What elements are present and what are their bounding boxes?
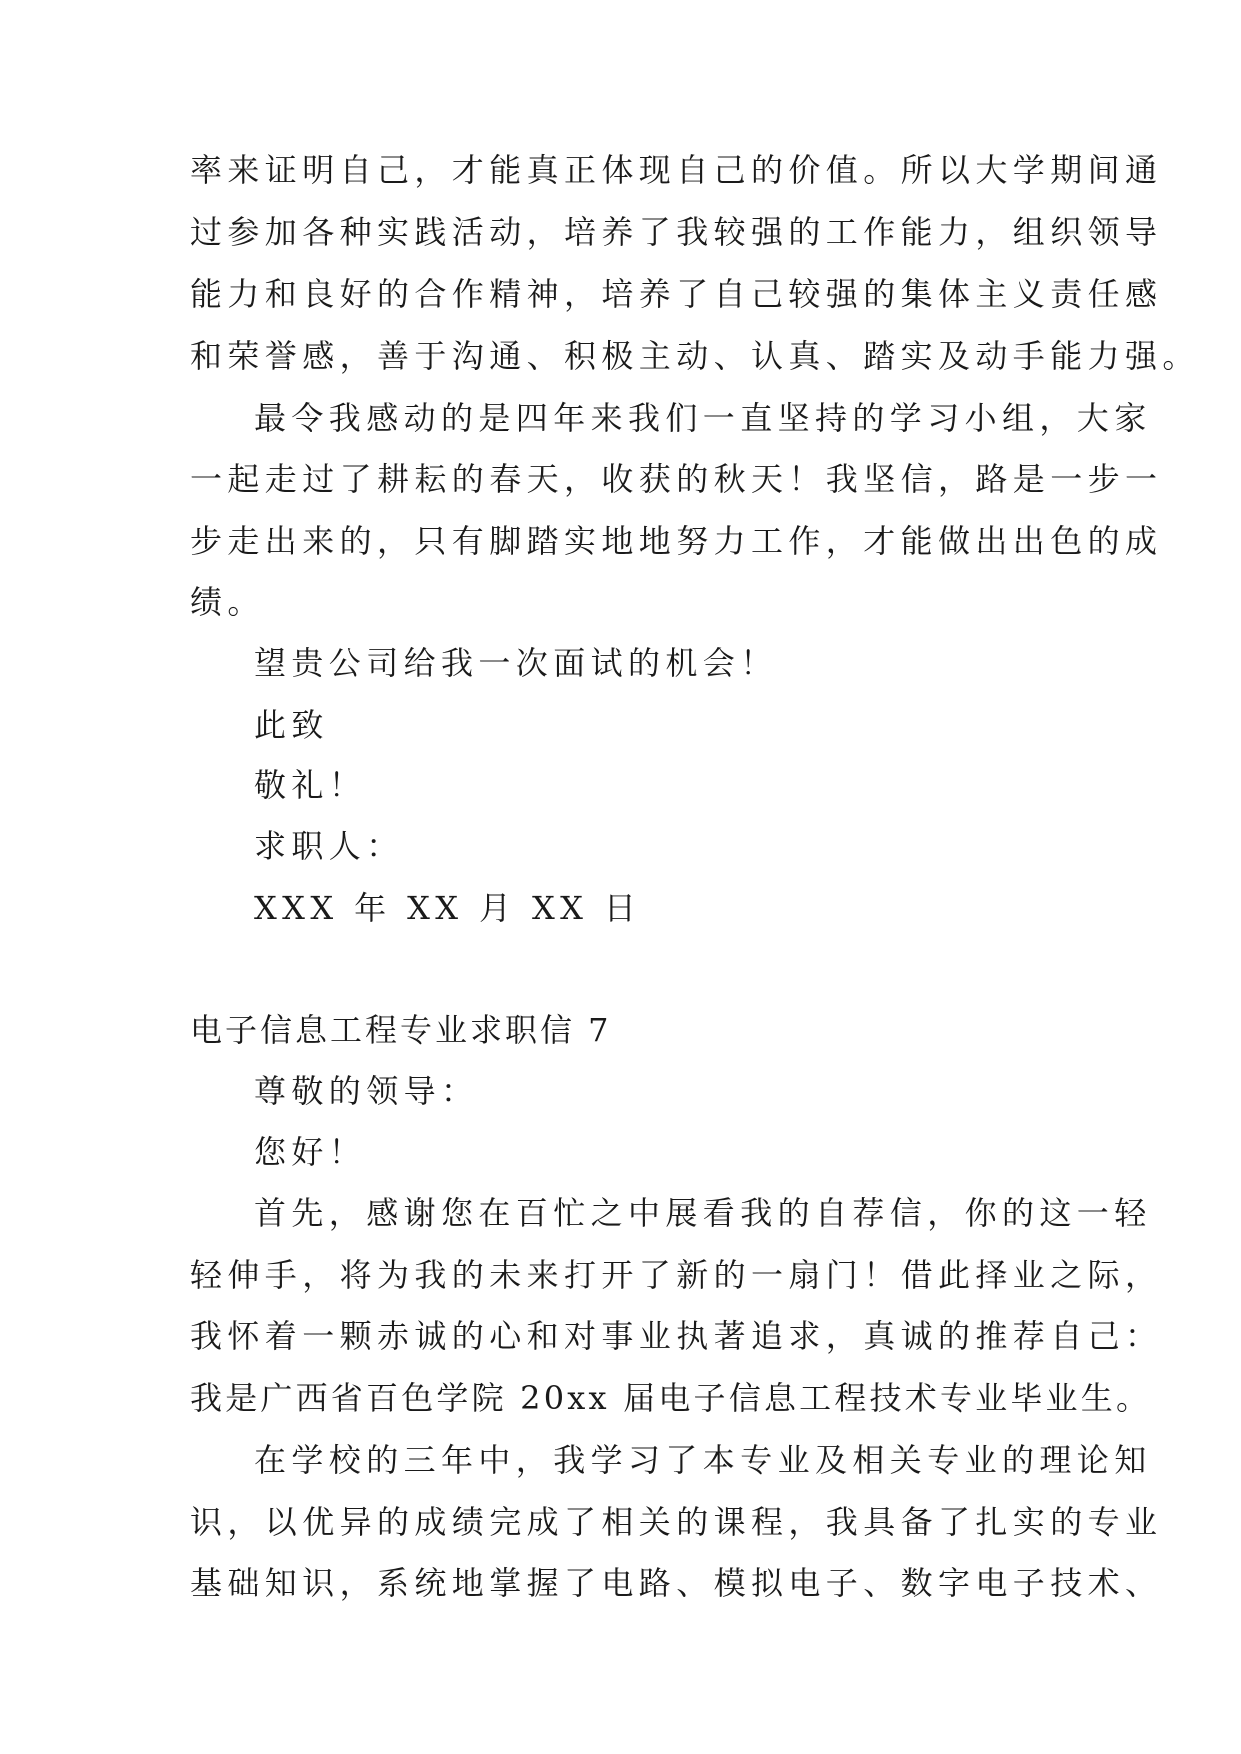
paragraph-line: 识，以优异的成绩完成了相关的课程，我具备了扎实的专业 [190, 1503, 1163, 1541]
paragraph-line: 率来证明自己，才能真正体现自己的价值。所以大学期间通 [190, 151, 1163, 189]
salutation-regards: 敬礼！ [254, 766, 367, 804]
section-heading: 电子信息工程专业求职信 7 [190, 1011, 612, 1049]
closing-request: 望贵公司给我一次面试的机会！ [254, 644, 778, 682]
paragraph-line: 过参加各种实践活动，培养了我较强的工作能力，组织领导 [190, 213, 1163, 251]
paragraph-line: 最令我感动的是四年来我们一直坚持的学习小组，大家 [254, 399, 1152, 437]
signature-applicant: 求职人： [254, 827, 404, 865]
paragraph-line: 我怀着一颗赤诚的心和对事业执著追求，真诚的推荐自己： [190, 1317, 1163, 1355]
greeting-recipient: 尊敬的领导： [254, 1072, 479, 1110]
paragraph-line: 绩。 [190, 583, 265, 621]
paragraph-line: 步走出来的，只有脚踏实地地努力工作，才能做出出色的成 [190, 522, 1163, 560]
paragraph-line: 我是广西省百色学院 20xx 届电子信息工程技术专业毕业生。 [190, 1379, 1152, 1417]
paragraph-line: 能力和良好的合作精神，培养了自己较强的集体主义责任感 [190, 275, 1163, 313]
paragraph-line: 基础知识，系统地掌握了电路、模拟电子、数字电子技术、 [190, 1564, 1163, 1602]
paragraph-line: 轻伸手，将为我的未来打开了新的一扇门！借此择业之际， [190, 1256, 1163, 1294]
paragraph-line: 和荣誉感，善于沟通、积极主动、认真、踏实及动手能力强。 [190, 337, 1200, 375]
salutation-closing: 此致 [254, 706, 329, 744]
paragraph-line: 一起走过了耕耘的春天，收获的秋天！我坚信，路是一步一 [190, 460, 1163, 498]
paragraph-line: 在学校的三年中，我学习了本专业及相关专业的理论知 [254, 1441, 1152, 1479]
signature-date: XXX 年 XX 月 XX 日 [254, 889, 642, 927]
paragraph-line: 首先，感谢您在百忙之中展看我的自荐信，你的这一轻 [254, 1194, 1152, 1232]
greeting-hello: 您好！ [254, 1133, 367, 1171]
